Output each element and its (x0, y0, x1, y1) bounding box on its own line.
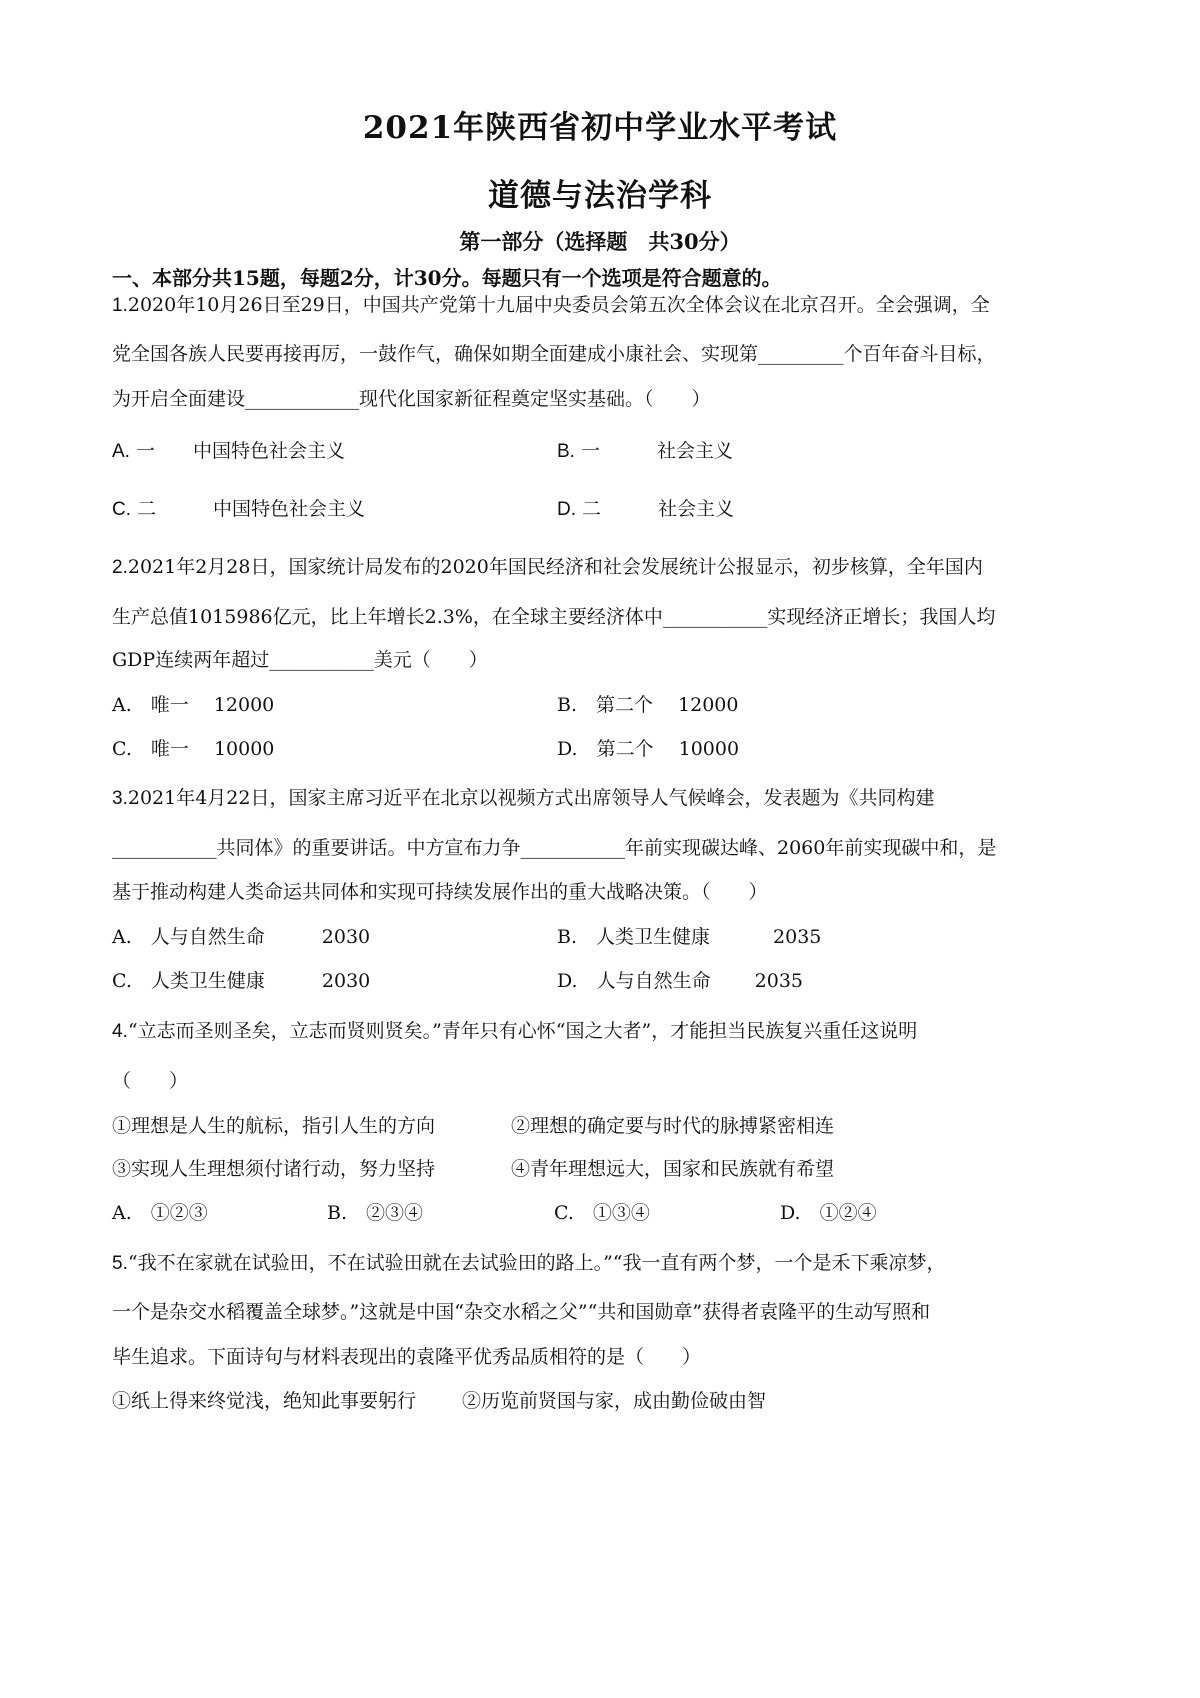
question-1-option-b: B. 一 社会主义 (557, 440, 734, 462)
question-2-number: 2. (112, 557, 128, 578)
question-5-statement-2: ②历览前贤国与家，成由勤俭破由智 (462, 1390, 767, 1412)
question-2-option-c: C. 唯一 10000 (112, 738, 275, 760)
part-heading: 第一部分（选择题 共30分） (459, 229, 741, 254)
question-4-statement-1: ①理想是人生的航标，指引人生的方向 (112, 1115, 436, 1137)
question-1-line-1: 1.2020年10月26日至29日，中国共产党第十九届中央委员会第五次全体会议在北京召开。全会强调，全 (112, 294, 990, 316)
question-1-line-3: 为开启全面建设____________现代化国家新征程奠定坚实基础。（ ） (112, 388, 711, 410)
question-5-statement-1: ①纸上得来终觉浅，绝知此事要躬行 (112, 1390, 417, 1412)
question-4-option-a: A. ①②③ (112, 1202, 208, 1224)
question-1-line-2: 党全国各族人民要再接再厉，一鼓作气，确保如期全面建成小康社会、实现第_________个百年奋斗目标， (112, 343, 996, 365)
question-2-line-3: GDP连续两年超过___________美元（ ） (112, 649, 488, 671)
question-3-line-1: 3.2021年4月22日，国家主席习近平在北京以视频方式出席领导人气候峰会，发表题为《共同构建 (112, 787, 935, 809)
section-instructions: 一、本部分共15题，每题2分，计30分。每题只有一个选项是符合题意的。 (112, 266, 782, 290)
question-4-option-b: B. ②③④ (327, 1202, 424, 1224)
question-3-line-2: ___________共同体》的重要讲话。中方宣布力争___________年前实现碳达峰、2060年前实现碳中和，是 (112, 837, 997, 859)
question-5-line-3: 毕生追求。下面诗句与材料表现出的袁隆平优秀品质相符的是（ ） (112, 1346, 702, 1368)
question-1-option-d: D. 二 社会主义 (557, 498, 735, 520)
question-4-statement-2: ②理想的确定要与时代的脉搏紧密相连 (511, 1115, 835, 1137)
question-3-option-a: A. 人与自然生命 2030 (112, 926, 371, 948)
question-2-option-d: D. 第二个 10000 (557, 738, 740, 760)
question-4-number: 4. (112, 1021, 128, 1042)
question-4-line-1: 4.“立志而圣则圣矣，立志而贤则贤矣。”青年只有心怀“国之大者”，才能担当民族复兴重任这说明 (112, 1020, 918, 1042)
question-5-line-1: 5.“我不在家就在试验田，不在试验田就在去试验田的路上。”“我一直有两个梦，一个是禾下乘凉梦， (112, 1252, 946, 1274)
question-2-line-1: 2.2021年2月28日，国家统计局发布的2020年国民经济和社会发展统计公报显示，初步核算，全年国内 (112, 556, 983, 578)
question-2-option-a: A. 唯一 12000 (112, 694, 275, 716)
exam-subject: 道德与法治学科 (488, 178, 712, 214)
question-5-number: 5. (112, 1253, 128, 1274)
question-3-option-d: D. 人与自然生命 2035 (557, 970, 803, 992)
question-4-statement-3: ③实现人生理想须付诸行动，努力坚持 (112, 1158, 436, 1180)
question-2-line-2: 生产总值1015986亿元，比上年增长2.3%，在全球主要经济体中___________实现经济正增长；我国人均 (112, 606, 996, 628)
exam-title: 2021年陕西省初中学业水平考试 (362, 110, 838, 146)
question-4-line-2: （ ） (112, 1070, 189, 1092)
question-3-option-c: C. 人类卫生健康 2030 (112, 970, 371, 992)
question-3-number: 3. (112, 788, 128, 809)
question-3-line-3: 基于推动构建人类命运共同体和实现可持续发展作出的重大战略决策。（ ） (112, 881, 768, 903)
question-2-option-b: B. 第二个 12000 (557, 694, 739, 716)
question-1-option-a: A. 一 中国特色社会主义 (112, 440, 346, 462)
question-4-option-d: D. ①②④ (780, 1202, 877, 1224)
question-4-option-c: C. ①③④ (554, 1202, 650, 1224)
question-3-option-b: B. 人类卫生健康 2035 (557, 926, 822, 948)
question-5-line-2: 一个是杂交水稻覆盖全球梦。”这就是中国“杂交水稻之父”“共和国勋章”获得者袁隆平的生动写照和 (112, 1301, 931, 1323)
question-1-option-c: C. 二 中国特色社会主义 (112, 498, 366, 520)
question-1-number: 1. (112, 295, 128, 316)
question-4-statement-4: ④青年理想远大，国家和民族就有希望 (511, 1158, 835, 1180)
